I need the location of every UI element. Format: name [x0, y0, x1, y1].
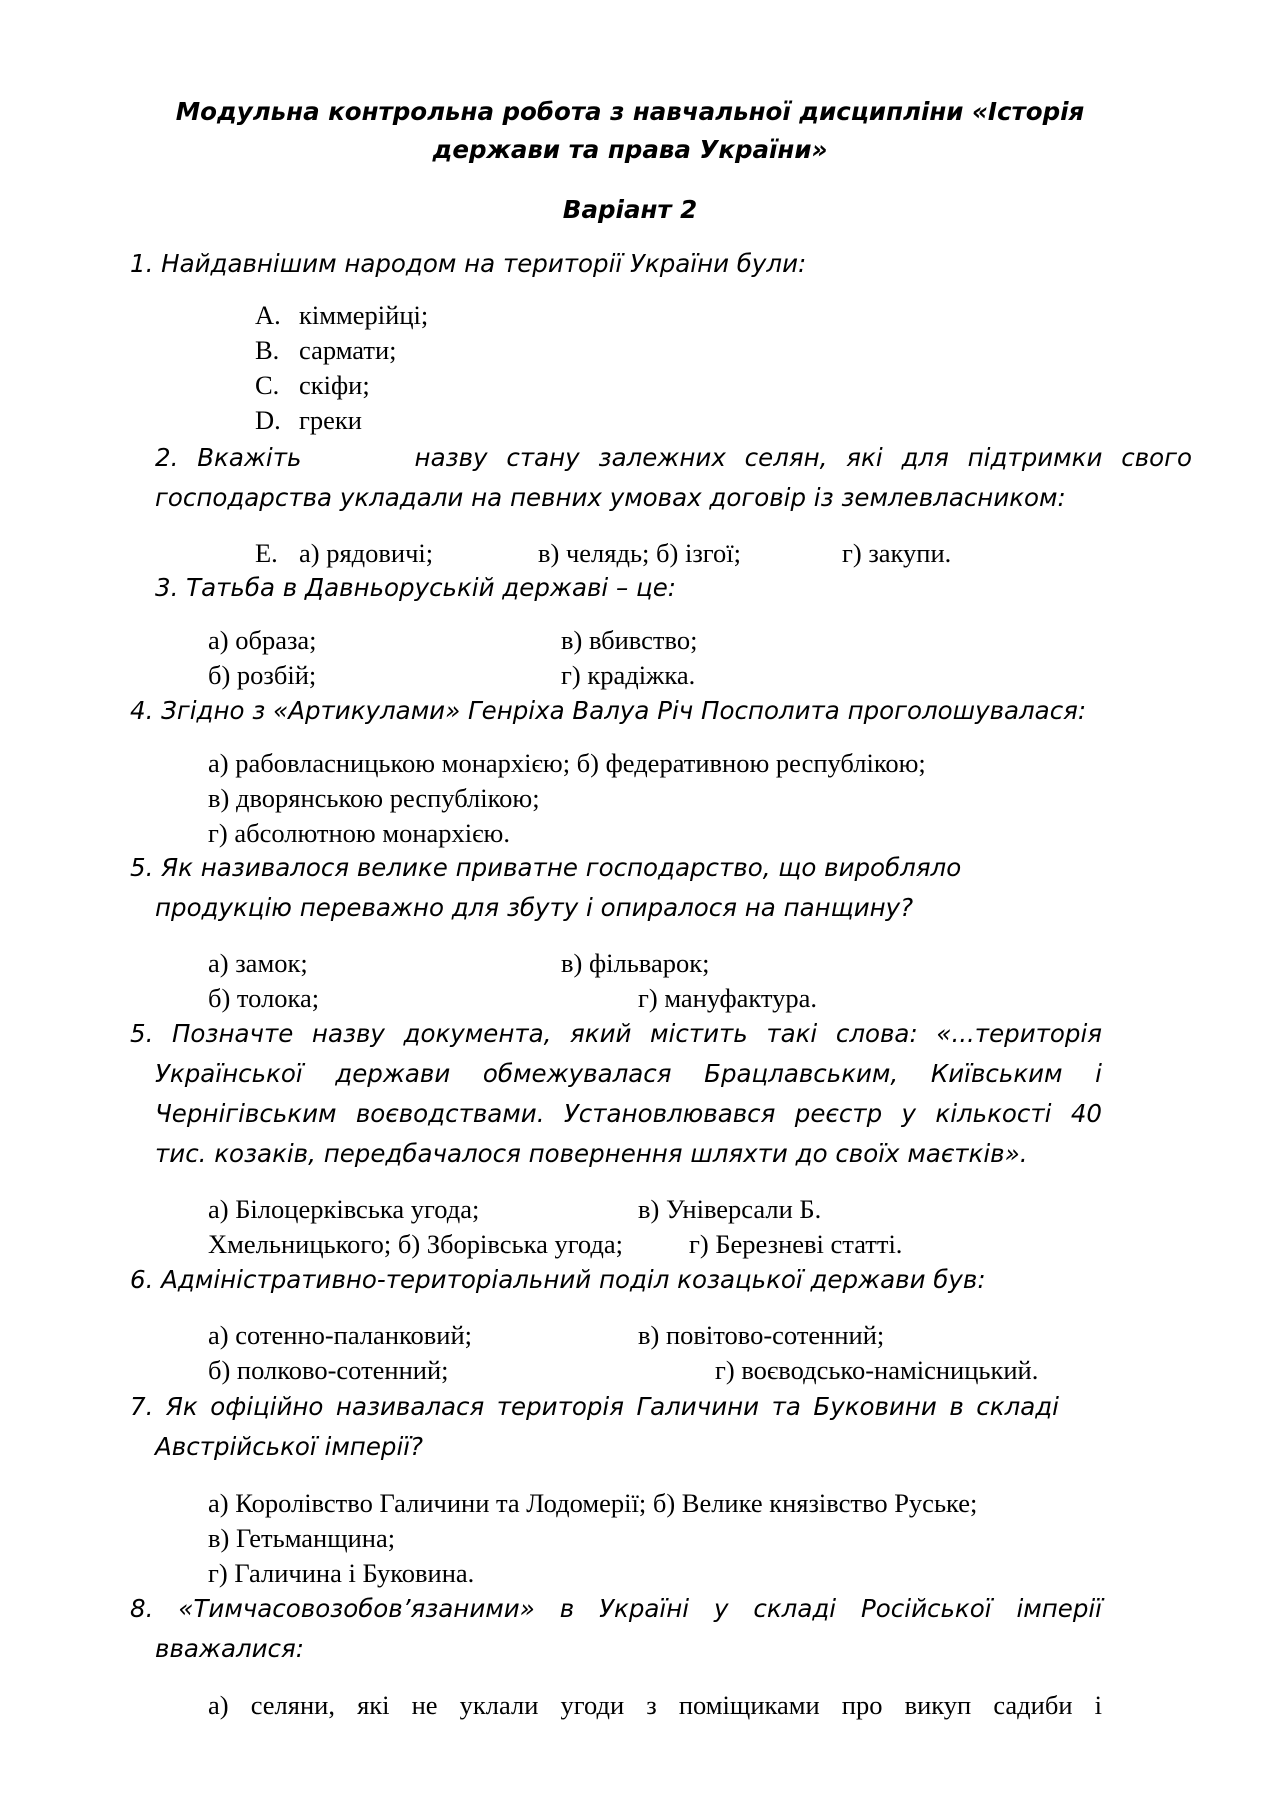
- q5b-row-1: [208, 1192, 1008, 1226]
- q5a-answer-g: г) мануфактура.: [638, 983, 818, 1013]
- q6-answer-v: в) повітово-сотенний;: [638, 1320, 885, 1350]
- q4-answer-line-3: г) абсолютною монархією.: [208, 818, 510, 848]
- q2-answer-b: в) челядь; б) ізгої;: [538, 538, 741, 568]
- q5b-answer-a: а) Білоцерківська угода;: [208, 1194, 480, 1224]
- q3-answer-v: в) вбивство;: [561, 625, 698, 655]
- q5a-answer-b: б) толока;: [208, 983, 320, 1013]
- question-8-line-1: 8. «Тимчасовозобов’язаними» в Україні у складі Російської імперії: [130, 1594, 1102, 1623]
- q7-answer-line-2: в) Гетьманщина;: [208, 1523, 396, 1553]
- q2-letter: E.: [255, 538, 278, 568]
- q6-row-2: [208, 1353, 1108, 1387]
- q6-answer-g: г) воєводсько-намісницький.: [715, 1355, 1039, 1385]
- option-text: скіфи;: [299, 370, 370, 400]
- q1-option-a: [255, 298, 428, 332]
- option-text: кіммерійці;: [299, 300, 429, 330]
- question-6: 6. Адміністративно-територіальний поділ козацької держави був:: [130, 1265, 986, 1294]
- title-line-1: Модульна контрольна робота з навчальної дисципліни «Історія: [175, 97, 1085, 126]
- q5b-answer-g: г) Березневі статті.: [689, 1229, 903, 1259]
- q2-answer-a: а) рядовичі;: [299, 538, 434, 568]
- q3-answer-a: а) образа;: [208, 625, 317, 655]
- q2-answers: [255, 536, 1055, 570]
- option-letter: A.: [255, 300, 281, 330]
- q6-row-1: [208, 1318, 1108, 1352]
- question-5a-line-2: продукцію переважно для збуту і опиралося на панщину?: [155, 893, 914, 922]
- question-5b-line-3: Чернігівським воєводствами. Установлювався реєстр у кількості 40: [155, 1099, 1102, 1128]
- q6-answer-b: б) полково-сотенний;: [208, 1355, 449, 1385]
- question-2-line-1: 2. Вкажіть назву стану залежних селян, які для підтримки свого: [155, 443, 1192, 472]
- variant-label: Варіант 2: [562, 195, 698, 224]
- option-letter: D.: [255, 405, 281, 435]
- q5b-answer-b: Хмельницького; б) Зборівська угода;: [208, 1229, 624, 1259]
- question-5b-line-1: 5. Позначте назву документа, який містить такі слова: «...територія: [130, 1019, 1102, 1048]
- question-4: 4. Згідно з «Артикулами» Генріха Валуа Річ Посполита проголошувалася:: [130, 696, 1087, 725]
- question-8-line-2: вважалися:: [155, 1634, 305, 1663]
- q3-answer-b: б) розбій;: [208, 660, 317, 690]
- q5a-answer-a: а) замок;: [208, 948, 308, 978]
- q4-answer-line-1: а) рабовласницькою монархією; б) федеративною республікою;: [208, 748, 926, 778]
- q8-answer-line-1: а) селяни, які не уклали угоди з поміщиками про викуп садиби і: [208, 1690, 1102, 1720]
- q5b-answer-v: в) Універсали Б.: [638, 1194, 822, 1224]
- q7-answer-line-1: а) Королівство Галичини та Лодомерії; б) Велике князівство Руське;: [208, 1488, 978, 1518]
- q5a-answer-v: в) фільварок;: [561, 948, 710, 978]
- q3-answer-g: г) крадіжка.: [561, 660, 696, 690]
- question-2-line-2: господарства укладали на певних умовах договір із землевласником:: [155, 483, 1066, 512]
- question-7-line-1: 7. Як офіційно називалася територія Галичини та Буковини в складі: [130, 1392, 1059, 1421]
- question-5b-line-4: тис. козаків, передбачалося повернення шляхти до своїх маєтків».: [155, 1139, 1028, 1168]
- q5b-row-2: [208, 1227, 1008, 1261]
- option-letter: C.: [255, 370, 280, 400]
- q1-option-b: [255, 333, 397, 367]
- option-letter: B.: [255, 335, 280, 365]
- q6-answer-a: а) сотенно-паланковий;: [208, 1320, 473, 1350]
- question-1: 1. Найдавнішим народом на території України були:: [130, 249, 807, 278]
- q2-answer-c: г) закупи.: [842, 538, 952, 568]
- question-7-line-2: Австрійської імперії?: [155, 1432, 424, 1461]
- q5a-row-2: [208, 981, 1008, 1015]
- q3-row-1: [208, 623, 1008, 657]
- q3-row-2: [208, 658, 1008, 692]
- q5a-row-1: [208, 946, 1008, 980]
- q1-option-c: [255, 368, 370, 402]
- q4-answer-line-2: в) дворянською республікою;: [208, 783, 540, 813]
- question-5a-line-1: 5. Як називалося велике приватне господарство, що виробляло: [130, 853, 962, 882]
- question-5b-line-2: Української держави обмежувалася Брацлавським, Київським і: [155, 1059, 1102, 1088]
- option-text: греки: [299, 405, 362, 435]
- q1-option-d: [255, 403, 362, 437]
- option-text: сармати;: [299, 335, 397, 365]
- q7-answer-line-3: г) Галичина і Буковина.: [208, 1558, 475, 1588]
- question-3: 3. Татьба в Давньоруській державі – це:: [155, 573, 677, 602]
- title-line-2: держави та права України»: [432, 135, 828, 164]
